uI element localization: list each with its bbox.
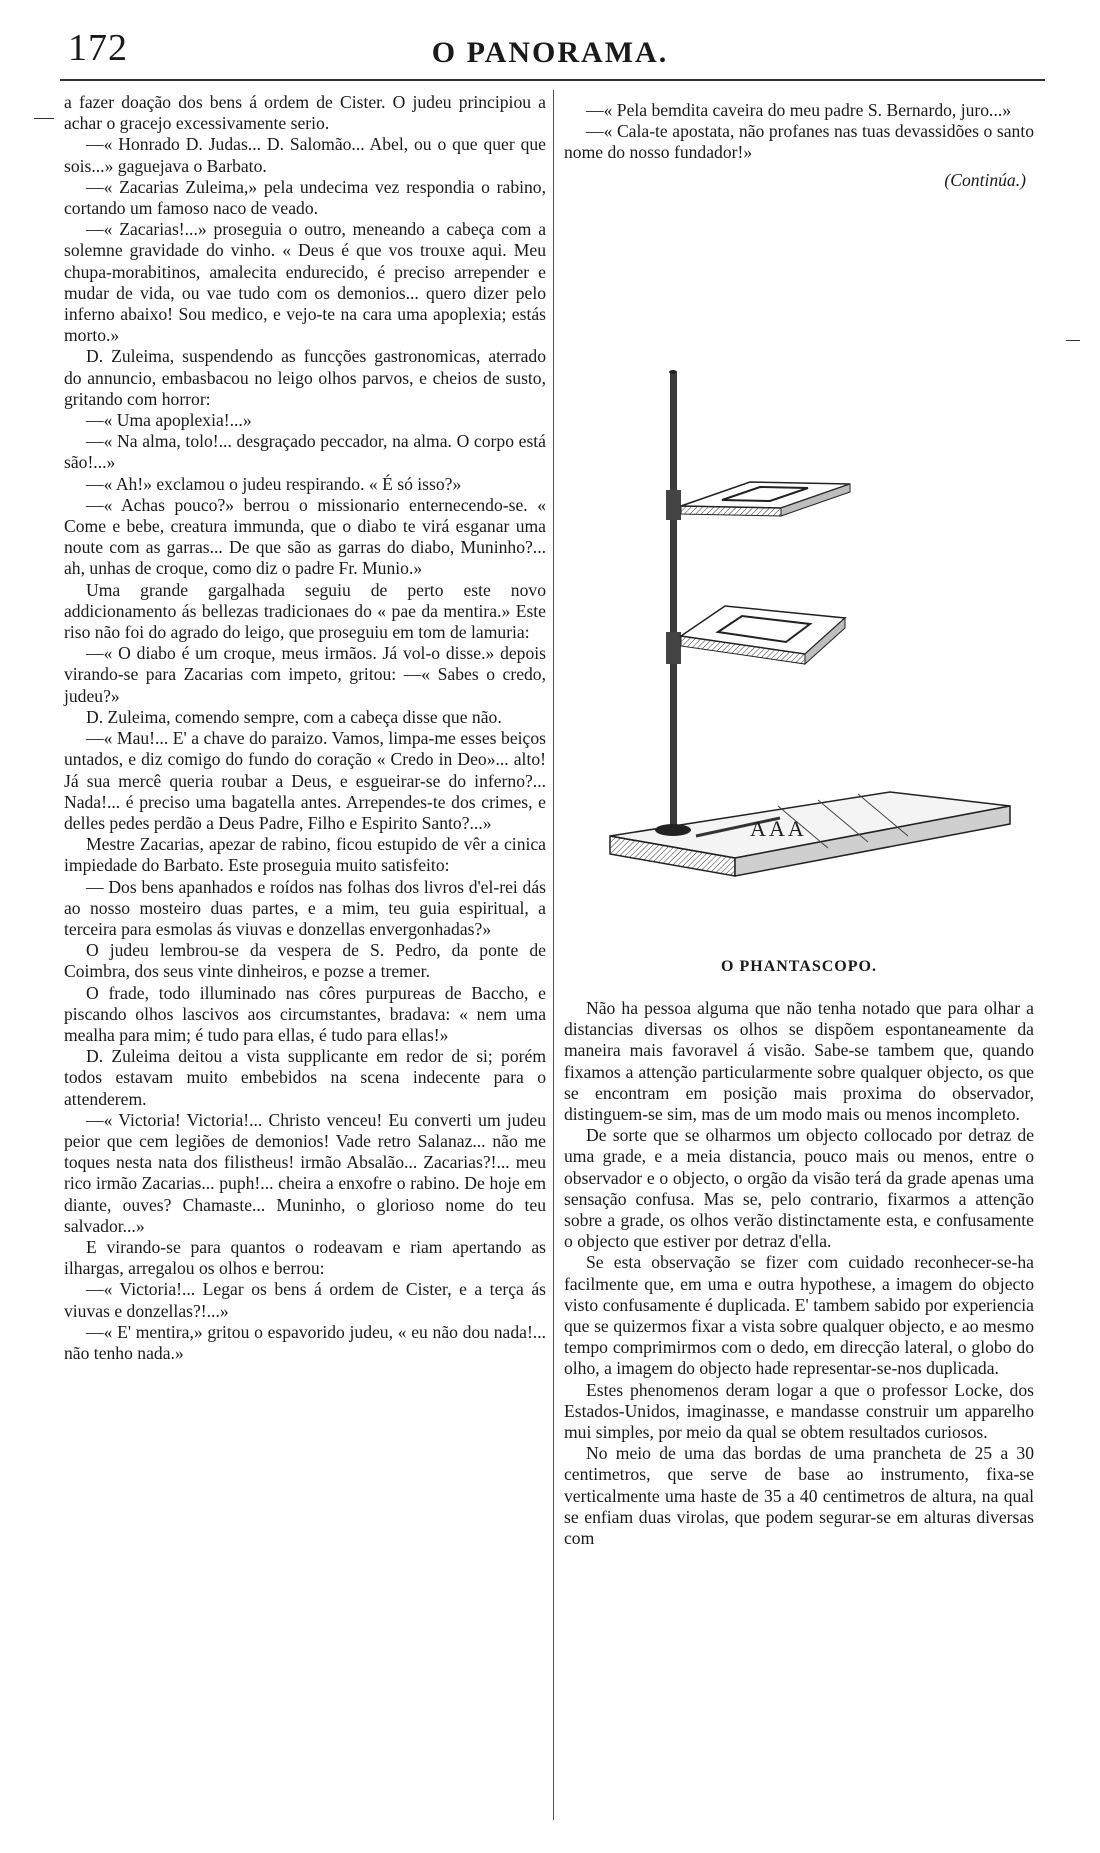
continua-note: (Continúa.) [944,169,1026,190]
paragraph: D. Zuleima deitou a vista supplicante em redor de si; porém todos estavam muito embebidos na scena indecente para o attenderem. [64,1046,546,1109]
paragraph: Uma grande gargalhada seguiu de perto este novo addicionamento ás bellezas tradicionaes do « pae da mentira.» Este riso não foi do agrado do leigo, que proseguiu em tom de lamuria: [64,579,546,643]
paragraph: a fazer doação dos bens á ordem de Cister. O judeu principiou a achar o gracejo excessivamente serio. [64,92,546,134]
paragraph: Se esta observação se fizer com cuidado reconhecer-se-ha facilmente que, em uma e outra hypothese, a imagem do objecto visto confusamente é duplicada. E' tambem sabido por experiencia que se quizermos fixar a vista sobre qualquer objecto, e ao mesmo tempo comprimirmos com o dedo, em direcção lateral, o globo do olho, a imagem do objecto hade representar-se-nos duplicada. [564,1252,1034,1379]
paragraph: —« E' mentira,» gritou o espavorido judeu, « eu não dou nada!... não tenho nada.» [64,1321,546,1363]
paragraph: —« O diabo é um croque, meus irmãos. Já vol-o disse.» depois virando-se para Zacarias com impeto, gritou: —« Sabes o credo, judeu?» [64,643,546,706]
paragraph: —« Cala-te apostata, não profanes nas tuas devassidões o santo nome do nosso fundador!» [564,121,1034,163]
paragraph: —« Na alma, tolo!... desgraçado peccador, na alma. O corpo está são!...» [64,431,546,473]
paragraph: O frade, todo illuminado nas côres purpureas de Baccho, e piscando olhos lascivos aos circumstantes, bradava: « nem uma mealha para mim; é tudo para ellas, é tudo para ellas!» [64,982,546,1045]
paragraph: Estes phenomenos deram logar a que o professor Locke, dos Estados-Unidos, imaginasse, e mandasse construir um apparelho mui simples, por meio da qual se obtem resultados curiosos. [564,1379,1034,1443]
paragraph: —« Mau!... E' a chave do paraizo. Vamos, limpa-me esses beiços untados, e diz comigo do fundo do coração « Credo in Deo»... alto! Já sua mercê queria roubar a Deus, e esgueirar-se do inferno?... Nada!... é preciso uma bagatella antes. Arrependes-te dos crimes, e delles pedes perdão a Deus Padre, Filho e Espirito Santo?...» [64,728,546,833]
page-number: 172 [68,27,128,69]
paragraph: —« Pela bemdita caveira do meu padre S. Bernardo, juro...» [586,100,1012,120]
paragraph: No meio de uma das bordas de uma prancheta de 25 a 30 centimetros, que serve de base ao instrumento, fixa-se verticalmente uma haste de 35 a 40 centimetros de altura, na qual se enfiam duas virolas, que podem segurar-se em alturas diversas com [564,1443,1034,1549]
lower-frame [666,606,845,664]
vertical-rod [655,370,691,836]
paragraph: E virando-se para quantos o rodeavam e riam apertando as ilhargas, arregalou os olhos e berrou: [64,1236,546,1279]
paragraph: —« Zacarias Zuleima,» pela undecima vez respondia o rabino, cortando um famoso naco de veado. [64,176,546,219]
margin-mark [34,118,54,119]
left-column [64,92,546,1364]
paragraph: —« Achas pouco?» berrou o missionario enternecendo-se. « Come e bebe, creatura immunda, que o diabo te virá esganar uma noute com as garras... De que são as garras do diabo, Muninho?... ah, unhas de croque, como diz o padre Fr. Munio.» [64,494,546,579]
paragraph: O judeu lembrou-se da vespera de S. Pedro, da ponte de Coimbra, dos seus vinte dinheiros, e pozse a tremer. [64,940,546,982]
right-column-top [564,100,1034,191]
paragraph: —« Ah!» exclamou o judeu respirando. « É só isso?» [86,473,462,494]
phantascope-drawing [600,366,1020,944]
paragraph: Não ha pessoa alguma que não tenha notado que para olhar a distancias diversas os olhos se dispõem espontaneamente da maneira mais favoravel á visão. Sabe-se tambem que, quando fixamos a attenção particularmente sobre qualquer objecto, os que se encontram em posição mais proxima do observador, distinguem-se sim, mas de um modo mais ou menos incompleto. [564,998,1034,1125]
paragraph: —« Zacarias!...» proseguia o outro, meneando a cabeça com a solemne gravidade do vinho. « Deus é que vos trouxe aqui. Meu chupa-morabitinos, amalecita endurecido, é preciso arrepender e mudar de vida, ou vae tudo com os demonios... quero dizer pelo inferno abaixo! Sou medico, e vejo-te na cara uma apoplexia; estás morto.» [64,219,546,346]
paragraph: —« Uma apoplexia!...» [86,410,252,431]
paragraph: D. Zuleima, suspendendo as funcções gastronomicas, aterrado do annuncio, embasbacou no leigo olhos parvos, e cheios de susto, gritando com horror: [64,346,546,409]
upper-frame [666,482,850,520]
margin-mark [1066,340,1080,341]
paragraph: —« Victoria! Victoria!... Christo venceu! Eu converti um judeu peior que cem legiões de demonios! Vade retro Salanaz... não me toques nesta nata dos filistheus! irmão Absalão... Zacarias?!... meu rico irmão Zacarias... puph!... cheira a enxofre o rabino. De hoje em diante, ouves? Chamaste... Muninho, o glorioso nome do teu salvador...» [64,1109,546,1236]
paragraph: —« Victoria!... Legar os bens á ordem de Cister, e a terça ás viuvas e donzellas?!...» [64,1279,546,1321]
figure-caption: O PHANTASCOPO. [721,958,877,975]
column-divider [553,90,554,1820]
journal-title: O PANORAMA. [431,36,669,69]
paragraph: Mestre Zacarias, apezar de rabino, ficou estupido de vêr a cinica impiedade do Barbato. Este proseguia muito satisfeito: [64,834,546,876]
paragraph: —« Honrado D. Judas... D. Salomão... Abel, ou o que quer que sois...» gaguejava o Barbato. [64,134,546,176]
paragraph: — Dos bens apanhados e roídos nas folhas dos livros d'el-rei dás ao nosso mosteiro duas partes, e a mim, teu guia espiritual, a terceira para esmolas ás viuvas e donzellas envergonhadas?» [64,876,546,939]
paragraph: De sorte que se olharmos um objecto collocado por detraz de uma grade, e a meia distancia, pouco mais ou menos, entre o observador e o objecto, o orgão da visão terá da grade apenas uma sensação confusa. Mas se, pelo contrario, fixarmos a attenção sobre a grade, os olhos verão distinctamente esta, e confusamente o objecto que estiver por detraz d'ella. [564,1125,1034,1252]
right-column-bottom [564,998,1034,1549]
header-rule [60,79,1045,81]
page-header [60,22,1040,72]
paragraph: D. Zuleima, comendo sempre, com a cabeça disse que não. [86,706,502,727]
phantascope-illustration [600,366,1020,944]
figure-label: A A A [750,816,804,841]
